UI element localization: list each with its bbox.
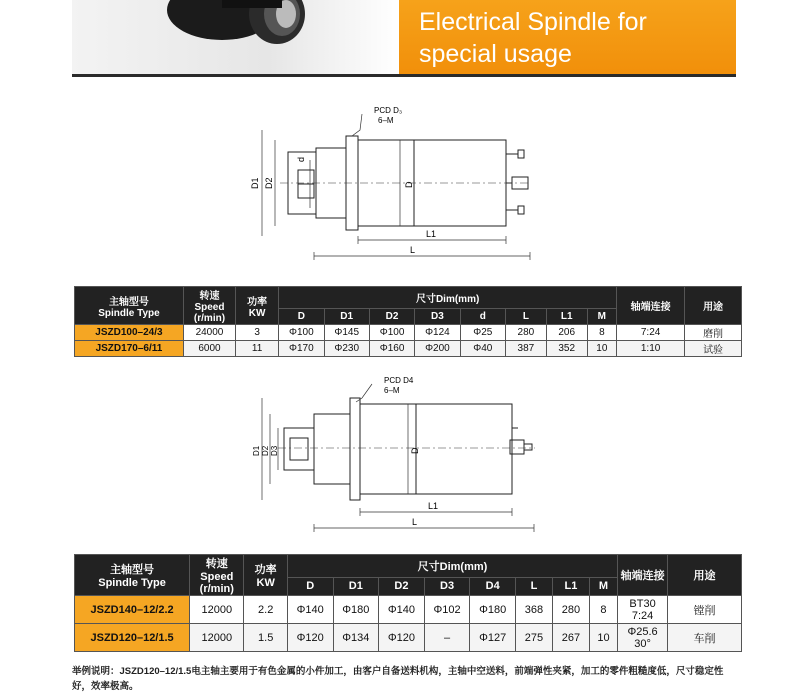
dim-cell: Φ160 (369, 341, 414, 357)
h-dim-d: d (460, 308, 505, 324)
h-dim-D: D (279, 308, 324, 324)
h2-dim-D3: D3 (424, 577, 470, 595)
model-cell: JSZD170–6/11 (75, 341, 184, 357)
bolts-label-2: 6–M (384, 386, 400, 395)
title-line-2: special usage (419, 40, 572, 68)
spec-table-1 (74, 286, 742, 357)
speed-cell: 6000 (183, 341, 235, 357)
h-dim-L1: L1 (546, 308, 587, 324)
dim-L-label-2: L (412, 517, 418, 527)
front-housing-2 (314, 414, 350, 484)
spec-table-2 (74, 554, 742, 652)
dim-d1-label-1: D1 (250, 177, 260, 189)
pcd-label-1: PCD D₃ (374, 106, 403, 115)
h2-dim-L1: L1 (552, 577, 589, 595)
h-power-2: 功率 KW (244, 555, 287, 596)
dim-cell: 267 (552, 624, 589, 652)
dim-d-label-1: d (296, 156, 306, 162)
conn-cell: 7:24 (617, 325, 685, 341)
h-dim-1: 尺寸Dim(mm) (279, 287, 617, 309)
dim-cell: Φ170 (279, 341, 324, 357)
h-dim-D2: D2 (369, 308, 414, 324)
dim-cell: 280 (552, 596, 589, 624)
use-cell: 试验 (685, 341, 742, 357)
speed-cell: 12000 (190, 596, 244, 624)
dim-cell: Φ100 (279, 325, 324, 341)
pcd-label-2: PCD D4 (384, 376, 414, 385)
h2-dim-D4: D4 (470, 577, 516, 595)
table-row (75, 624, 742, 652)
h-model-2: 主轴型号 Spindle Type (75, 555, 190, 596)
h-conn-1: 轴端连接 (617, 287, 685, 325)
h2-dim-D1: D1 (333, 577, 379, 595)
dim-cell: 8 (587, 325, 616, 341)
flange-2 (350, 398, 360, 500)
conn-cell: 1:10 (617, 341, 685, 357)
dim-cell: 275 (516, 624, 553, 652)
h2-dim-D2: D2 (379, 577, 425, 595)
h2-dim-D: D (287, 577, 333, 595)
h-dim-L: L (505, 308, 546, 324)
model-cell: JSZD100–24/3 (75, 325, 184, 341)
h-dim-D1: D1 (324, 308, 369, 324)
dim-D-label-1: D (404, 181, 414, 188)
h-use-2: 用途 (668, 555, 742, 596)
dim-d3-label-2: D3 (270, 445, 279, 456)
h-use-1: 用途 (685, 287, 742, 325)
dim-cell: Φ180 (470, 596, 516, 624)
dim-cell: 368 (516, 596, 553, 624)
dim-cell: Φ40 (460, 341, 505, 357)
dim-cell: Φ124 (415, 325, 460, 341)
dim-cell: Φ134 (333, 624, 379, 652)
tool-holder-2 (290, 438, 308, 460)
dim-d1-label-2: D1 (252, 445, 261, 456)
title-line-1: Electrical Spindle for (419, 8, 647, 36)
model-cell: JSZD120–12/1.5 (75, 624, 190, 652)
h-speed-1: 转速 Speed (r/min) (183, 287, 235, 325)
dim-cell: Φ25 (460, 325, 505, 341)
dim-L1-label-1: L1 (426, 229, 437, 239)
dim-cell: Φ140 (379, 596, 425, 624)
dim-cell: Φ200 (415, 341, 460, 357)
dim-cell: Φ140 (287, 596, 333, 624)
power-cell: 11 (236, 341, 279, 357)
body-front-2 (360, 404, 416, 494)
conn-cell: BT30 7:24 (618, 596, 668, 624)
h2-dim-M: M (589, 577, 617, 595)
h-model-1: 主轴型号 Spindle Type (75, 287, 184, 325)
nose-body-2 (284, 428, 314, 470)
dim-cell: – (424, 624, 470, 652)
dim-d2-label-1: D2 (264, 177, 274, 189)
model-cell: JSZD140–12/2.2 (75, 596, 190, 624)
h-speed-2: 转速 Speed (r/min) (190, 555, 244, 596)
example-caption: 举例说明：JSZD120–12/1.5电主轴主要用于有色金属的小件加工，由客户自备送料机构，主轴中空送料，前端弹性夹紧，加工的零件粗糙度低，尺寸稳定性好，效率极高。 (72, 666, 724, 692)
use-cell: 车削 (668, 624, 742, 652)
h2-dim-L: L (516, 577, 553, 595)
dim-cell: Φ127 (470, 624, 516, 652)
dim-cell: Φ120 (287, 624, 333, 652)
table-row (75, 341, 742, 357)
conn-cell: Φ25.6 30° (618, 624, 668, 652)
dim-D-label-2: D (410, 447, 420, 454)
dim-cell: 10 (589, 624, 617, 652)
power-cell: 2.2 (244, 596, 287, 624)
dim-cell: 206 (546, 325, 587, 341)
h-dim-2: 尺寸Dim(mm) (287, 555, 617, 578)
dim-cell: 387 (505, 341, 546, 357)
power-cell: 3 (236, 325, 279, 341)
h-power-1: 功率 KW (236, 287, 279, 325)
h-conn-2: 轴端连接 (618, 555, 668, 596)
dim-cell: Φ145 (324, 325, 369, 341)
dim-cell: Φ230 (324, 341, 369, 357)
table-row (75, 325, 742, 341)
dim-cell: Φ102 (424, 596, 470, 624)
body-rear-2 (416, 404, 512, 494)
dim-d2-label-2: D2 (261, 445, 270, 456)
bolts-label-1: 6–M (378, 116, 394, 125)
h-dim-M: M (587, 308, 616, 324)
dim-cell: Φ120 (379, 624, 425, 652)
h-dim-D3: D3 (415, 308, 460, 324)
speed-cell: 24000 (183, 325, 235, 341)
dim-cell: 10 (587, 341, 616, 357)
use-cell: 镗削 (668, 596, 742, 624)
dim-cell: 352 (546, 341, 587, 357)
dim-L1-label-2: L1 (428, 501, 439, 511)
table-row (75, 596, 742, 624)
power-cell: 1.5 (244, 624, 287, 652)
use-cell: 磨削 (685, 325, 742, 341)
dim-cell: 8 (589, 596, 617, 624)
speed-cell: 12000 (190, 624, 244, 652)
dim-cell: 280 (505, 325, 546, 341)
dim-L-label-1: L (410, 245, 416, 255)
dim-cell: Φ180 (333, 596, 379, 624)
dim-cell: Φ100 (369, 325, 414, 341)
